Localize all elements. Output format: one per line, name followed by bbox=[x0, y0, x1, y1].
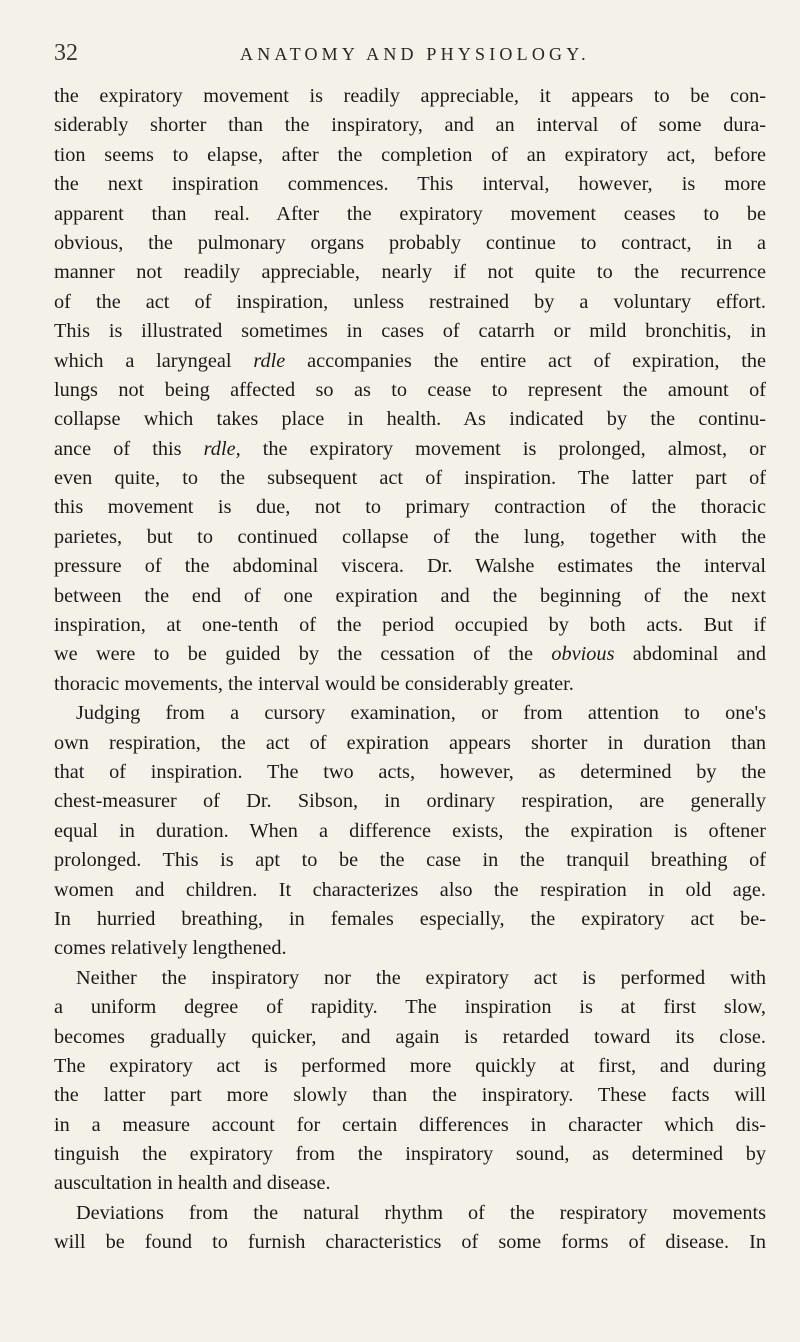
text-line: women and children. It characterizes also the respiration in old age. bbox=[54, 878, 766, 901]
text-line: chest-measurer of Dr. Sibson, in ordinary respiration, are generally bbox=[54, 790, 766, 813]
text-line: we were to be guided by the cessation of the obvious abdominal and bbox=[54, 643, 766, 666]
text-line: auscultation in health and disease. bbox=[54, 1172, 331, 1195]
text-line: own respiration, the act of expiration appears shorter in duration than bbox=[54, 731, 766, 754]
text-line: apparent than real. After the expiratory movement ceases to be bbox=[54, 202, 766, 225]
text-line: comes relatively lengthened. bbox=[54, 937, 287, 960]
text-line: tion seems to elapse, after the completion of an expiratory act, before bbox=[54, 143, 766, 166]
text-line: parietes, but to continued collapse of the lung, together with the bbox=[54, 525, 766, 548]
text-line: obvious, the pulmonary organs probably continue to contract, in a bbox=[54, 231, 766, 254]
text-line: in a measure account for certain differences in character which dis- bbox=[54, 1113, 766, 1136]
text-line: even quite, to the subsequent act of inspiration. The latter part of bbox=[54, 467, 766, 490]
text-line: In hurried breathing, in females especially, the expiratory act be- bbox=[54, 907, 766, 930]
text-line: a uniform degree of rapidity. The inspiration is at first slow, bbox=[54, 996, 766, 1019]
text-line: this movement is due, not to primary contraction of the thoracic bbox=[54, 496, 766, 519]
text-line: Deviations from the natural rhythm of the respiratory movements bbox=[76, 1201, 766, 1224]
text-line: will be found to furnish characteristics of some forms of disease. In bbox=[54, 1231, 766, 1254]
italic-term: obvious bbox=[551, 643, 615, 666]
text-line: pressure of the abdominal viscera. Dr. Walshe estimates the interval bbox=[54, 555, 766, 578]
text-line: the next inspiration commences. This interval, however, is more bbox=[54, 173, 766, 196]
page-number: 32 bbox=[54, 40, 78, 66]
body-text bbox=[54, 82, 766, 1258]
text-line: which a laryngeal rdle accompanies the entire act of expiration, the bbox=[54, 349, 766, 372]
running-head bbox=[54, 40, 774, 70]
text-line: Neither the inspiratory nor the expiratory act is performed with bbox=[76, 966, 766, 989]
text-line: the expiratory movement is readily appreciable, it appears to be con- bbox=[54, 85, 766, 107]
text-line: collapse which takes place in health. As indicated by the continu- bbox=[54, 408, 766, 431]
text-line: manner not readily appreciable, nearly if not quite to the recurrence bbox=[54, 261, 766, 284]
running-title: ANATOMY AND PHYSIOLOGY. bbox=[240, 44, 590, 64]
text-line: thoracic movements, the interval would be considerably greater. bbox=[54, 672, 574, 695]
text-line: of the act of inspiration, unless restrained by a voluntary effort. bbox=[54, 290, 766, 313]
text-line: the latter part more slowly than the inspiratory. These facts will bbox=[54, 1084, 766, 1107]
text-line: lungs not being affected so as to cease to represent the amount of bbox=[54, 378, 766, 401]
text-line: siderably shorter than the inspiratory, and an interval of some dura- bbox=[54, 114, 766, 137]
text-line: equal in duration. When a difference exists, the expiration is oftener bbox=[54, 819, 766, 842]
text-line: tinguish the expiratory from the inspiratory sound, as determined by bbox=[54, 1143, 766, 1166]
text-line: This is illustrated sometimes in cases of catarrh or mild bronchitis, in bbox=[54, 320, 766, 343]
text-line: prolonged. This is apt to be the case in the tranquil breathing of bbox=[54, 849, 766, 872]
text-line: inspiration, at one-tenth of the period occupied by both acts. But if bbox=[54, 614, 766, 637]
text-line: The expiratory act is performed more quickly at first, and during bbox=[54, 1054, 766, 1077]
text-line: Judging from a cursory examination, or from attention to one's bbox=[76, 702, 766, 725]
italic-term: rdle bbox=[253, 349, 286, 372]
text-line: between the end of one expiration and the beginning of the next bbox=[54, 584, 766, 607]
text-line: that of inspiration. The two acts, however, as determined by the bbox=[54, 760, 766, 783]
text-line: ance of this rdle, the expiratory movement is prolonged, almost, or bbox=[54, 437, 767, 460]
text-line: becomes gradually quicker, and again is retarded toward its close. bbox=[54, 1025, 766, 1048]
italic-term: rdle, bbox=[203, 437, 241, 460]
